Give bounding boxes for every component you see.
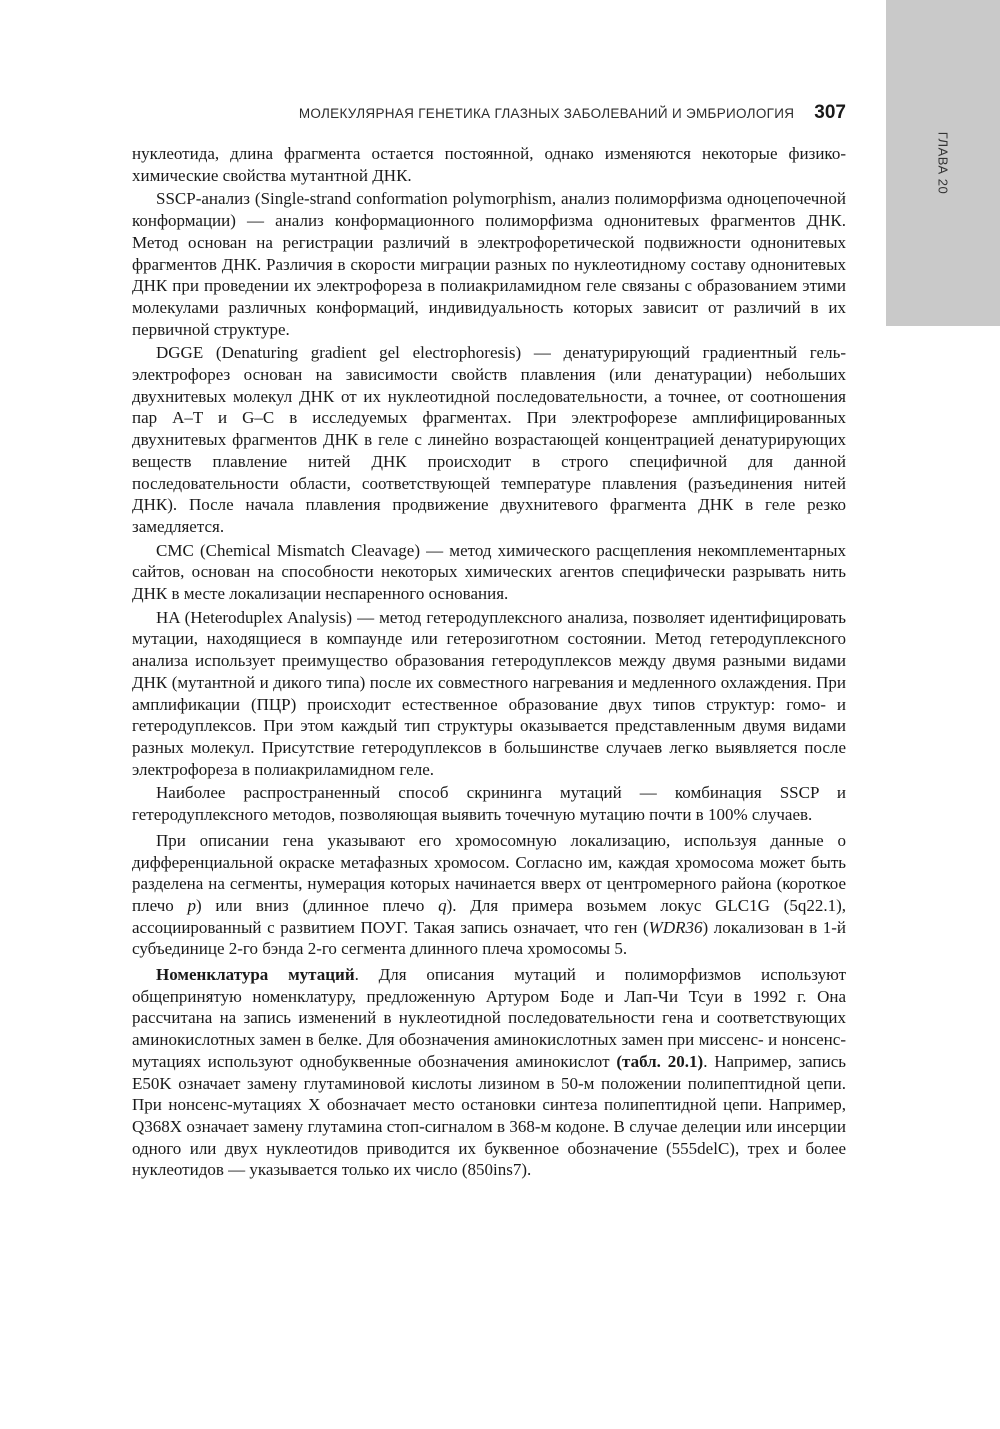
chapter-label: ГЛАВА 20	[935, 131, 951, 195]
text-run: ) локализован в 1-й субъединице 2-го бэнда 2-го сегмента длинного плеча хромосомы 5.	[132, 917, 846, 959]
running-header-title: МОЛЕКУЛЯРНАЯ ГЕНЕТИКА ГЛАЗНЫХ ЗАБОЛЕВАНИЙ И ЭМБРИОЛОГИЯ	[298, 106, 795, 121]
italic-gene-name: WDR36	[648, 917, 703, 937]
italic-term-q: q	[438, 895, 447, 915]
text-run: ) или вниз (длинное плечо	[196, 895, 439, 915]
section-heading-nomenclature: Номенклатура мутаций	[156, 965, 355, 985]
text-run: . Например, запись E50K означает замену глутаминовой кислоты лизином в 50-м положении полипептидной цепи. При нонсенс-мутациях X обозначает место остановки синтеза полипептидной цепи. Например, Q368X означает замену глутамина стоп-сигналом в 368-м кодоне. В случае делеции или инсерции одного или двух нуклеотидов приводится их буквенное обозначение (555delC), трех и более нуклеотидов — указывается только их число (850ins7).	[132, 1051, 846, 1180]
paragraph-ha: HA (Heteroduplex Analysis) — метод гетеродуплексного анализа, позволяет идентифицировать мутации, находящиеся в компаунде или гетерозиготном состоянии. Метод гетеродуплексного анализа использует преимущество образования гетеродуплексов между двумя разными видами ДНК (мутантной и дикого типа) после их совместного нагревания и медленного охлаждения. При амплификации (ПЦР) происходит естественное образование двух типов структур: гомо- и гетеродуплексов. При этом каждый тип структуры оказывается представленным двумя видами разных молекул. Присутствие гетеродуплексов в большинстве случаев легко выявляется после электрофореза в полиакриламидном геле.	[132, 607, 846, 779]
paragraph-gene-localization	[132, 830, 846, 960]
paragraph-cmc: CMC (Chemical Mismatch Cleavage) — метод химического расщепления некомплементарных сайтов, основан на способности некоторых химических агентов специфически разрывать нить ДНК в месте локализации неспаренного основания.	[132, 540, 846, 604]
paragraph-sscp: SSCP-анализ (Single-strand conformation polymorphism, анализ полиморфизма одноцепочечной конформации) — анализ конформационного полиморфизма однонитевых фрагментов ДНК. Метод основан на регистрации различий в электрофоретической подвижности однонитевых фрагментов ДНК. Различия в скорости миграции разных по нуклеотидному составу однонитевых ДНК при проведении их электрофореза в полиакриламидном геле связаны с образованием этими молекулами различных конформаций, индивидуальность которых зависит от различий в их первичной структуре.	[132, 189, 846, 339]
text-run: . Для описания мутаций и полиморфизмов используют общепринятую номенклатуру, предложенную Артуром Боде и Лап-Чи Тсуи в 1992 г. Она рассчитана на запись изменений в нуклеотидной последовательности гена и соответствующих аминокислотных замен в белке. Для обозначения аминокислотных замен при миссенс- и нонсенс-мутациях используют однобуквенные обозначения аминокислот	[132, 965, 846, 1071]
body-text	[132, 143, 846, 1183]
page-number: 307	[814, 102, 846, 123]
text-run: ). Для примера возьмем локус GLC1G (5q22.1), ассоциированный с развитием ПОУГ. Такая запись означает, что ген (	[132, 895, 846, 937]
paragraph-nomenclature	[132, 964, 846, 1181]
running-header	[132, 102, 846, 132]
table-reference: (табл. 20.1)	[616, 1051, 704, 1071]
paragraph-continuation: нуклеотида, длина фрагмента остается постоянной, однако изменяются некоторые физико-химические свойства мутантной ДНК.	[132, 144, 846, 185]
chapter-side-tab	[886, 0, 1000, 326]
paragraph-screening: Наиболее распространенный способ скрининга мутаций — комбинация SSCP и гетеродуплексного методов, позволяющая выявить точечную мутацию почти в 100% случаев.	[132, 783, 846, 825]
text-run: При описании гена указывают его хромосомную локализацию, используя данные о дифференциальной окраске метафазных хромосом. Согласно им, каждая хромосома может быть разделена на сегменты, нумерация которых начинается вверх от центромерного района (короткое плечо	[132, 830, 846, 915]
italic-term-p: p	[187, 895, 196, 915]
paragraph-dgge: DGGE (Denaturing gradient gel electrophoresis) — денатурирующий градиентный гель-электрофорез основан на зависимости свойств плавления (или денатурации) небольших двухнитевых молекул ДНК от их нуклеотидной последовательности, а точнее, от соотношения пар A–T и G–C в исследуемых фрагментах. При электрофорезе амплифицированных двухнитевых фрагментов ДНК в геле с линейно возрастающей концентрацией денатурирующих веществ плавление нитей ДНК происходит в строго специфичной для данной последовательности области, соответствующей температуре плавления (разъединения нитей ДНК). После начала плавления продвижение двухнитевого фрагмента ДНК в геле резко замедляется.	[132, 343, 846, 536]
